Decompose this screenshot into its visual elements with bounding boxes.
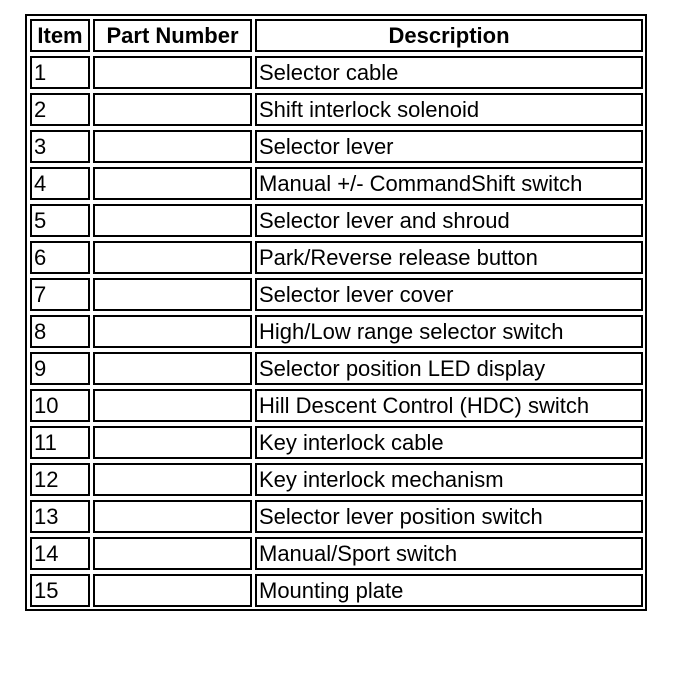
item-cell: 4 [30,167,90,200]
header-item: Item [30,19,90,52]
item-cell: 6 [30,241,90,274]
header-description: Description [255,19,643,52]
table-row [30,574,643,607]
description-cell: Key interlock cable [255,426,643,459]
part-number-cell [93,389,252,422]
description-cell: Manual/Sport switch [255,537,643,570]
table-row [30,315,643,348]
item-cell: 9 [30,352,90,385]
item-cell: 15 [30,574,90,607]
item-cell: 12 [30,463,90,496]
description-cell: High/Low range selector switch [255,315,643,348]
description-cell: Manual +/- CommandShift switch [255,167,643,200]
table-row [30,204,643,237]
description-cell: Selector lever and shroud [255,204,643,237]
parts-table-frame [25,14,647,611]
table-row [30,537,643,570]
description-cell: Mounting plate [255,574,643,607]
table-row [30,56,643,89]
item-cell: 11 [30,426,90,459]
description-cell: Hill Descent Control (HDC) switch [255,389,643,422]
part-number-cell [93,56,252,89]
part-number-cell [93,315,252,348]
table-row [30,389,643,422]
description-cell: Key interlock mechanism [255,463,643,496]
item-cell: 5 [30,204,90,237]
table-row [30,93,643,126]
header-part-number: Part Number [93,19,252,52]
table-row [30,130,643,163]
item-cell: 7 [30,278,90,311]
description-cell: Park/Reverse release button [255,241,643,274]
item-cell: 10 [30,389,90,422]
item-cell: 14 [30,537,90,570]
part-number-cell [93,500,252,533]
description-cell: Selector lever [255,130,643,163]
description-cell: Selector lever position switch [255,500,643,533]
part-number-cell [93,167,252,200]
table-row [30,426,643,459]
part-number-cell [93,93,252,126]
item-cell: 3 [30,130,90,163]
part-number-cell [93,352,252,385]
item-cell: 1 [30,56,90,89]
parts-table [27,15,646,611]
description-cell: Selector cable [255,56,643,89]
part-number-cell [93,426,252,459]
item-cell: 8 [30,315,90,348]
part-number-cell [93,537,252,570]
part-number-cell [93,130,252,163]
table-row [30,500,643,533]
part-number-cell [93,241,252,274]
description-cell: Selector position LED display [255,352,643,385]
table-row [30,278,643,311]
table-row [30,352,643,385]
table-row [30,241,643,274]
item-cell: 13 [30,500,90,533]
part-number-cell [93,574,252,607]
part-number-cell [93,278,252,311]
table-row [30,463,643,496]
table-row [30,167,643,200]
description-cell: Shift interlock solenoid [255,93,643,126]
part-number-cell [93,463,252,496]
header-row [30,19,643,52]
description-cell: Selector lever cover [255,278,643,311]
item-cell: 2 [30,93,90,126]
part-number-cell [93,204,252,237]
